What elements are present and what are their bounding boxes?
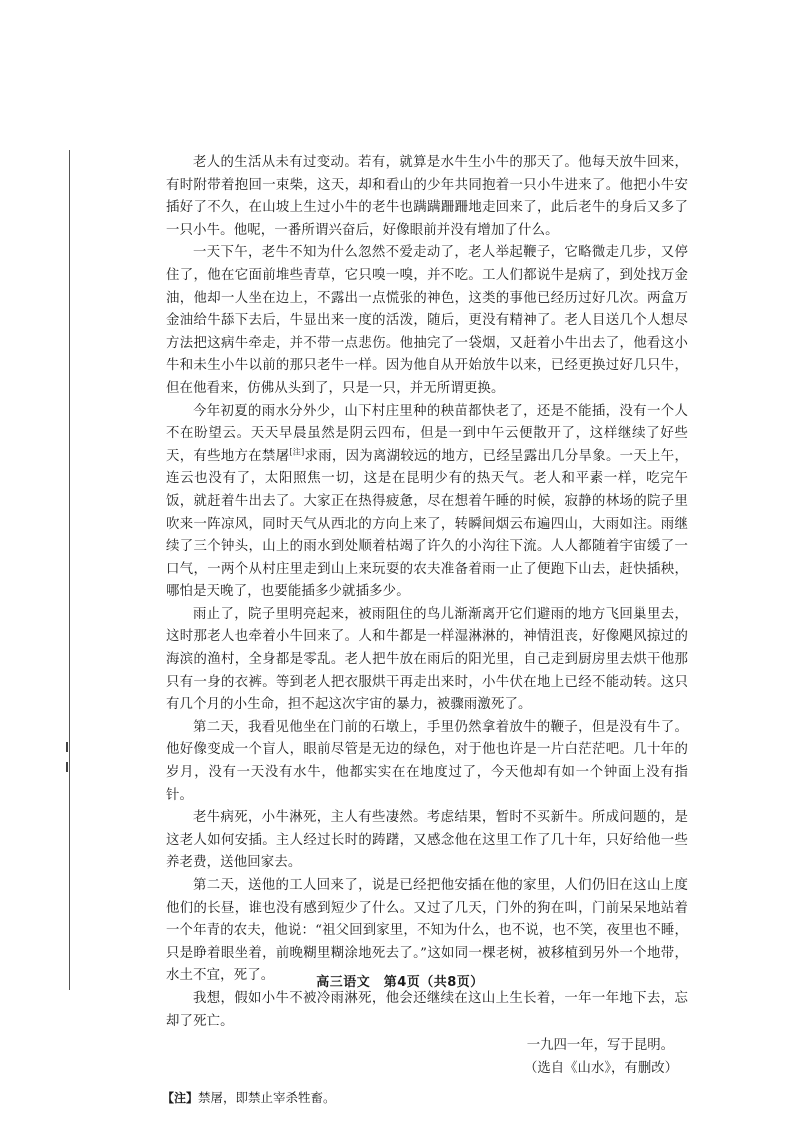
paragraph-text: 今年初夏的雨水分外少，山下村庄里种的秧苗都快老了，还是不能插，没有一个人不在盼望云。天天早晨虽然是阴云四布，但是一到中午云便散开了，这样继续了好些天，有些地方在禁屠: [166, 403, 688, 464]
paragraph: 我想，假如小牛不被冷雨淋死，他会还继续在这山上生长着，一年一年地下去，忘却了死亡。: [166, 990, 688, 1029]
margin-mark: [66, 762, 68, 772]
paragraph: 雨止了，院子里明亮起来，被雨阻住的鸟儿渐渐离开它们避雨的地方飞回巢里去，这时那老人也牵着小牛回来了。人和牛都是一样湿淋淋的，神情沮丧，好像飓风掠过的海滨的渔村，全身都是零乱。老人把牛放在雨后的阳光里，自己走到厨房里去烘干他那只有一身的衣裤。等到老人把衣服烘干再走出来时，小牛伏在地上已经不能动转。这只有几个月的小生命，担不起这次宇宙的暴力，被骤雨激死了。: [166, 606, 688, 713]
paragraph: 第二天，送他的工人回来了，说是已经把他安插在他的家里，人们仍旧在这山上度他们的长昼，谁也没有感到短少了什么。又过了几天，门外的狗在叫，门前呆呆地站着一个年青的农夫，他说：“祖父回到家里，不知为什么，也不说，也不笑，夜里也不睡，只是睁着眼坐着，前晚糊里糊涂地死去了。”这如同一棵老树，被移植到另外一个地带，水土不宜，死了。: [166, 878, 688, 984]
writing-date: 一九四一年，写于昆明。: [526, 1038, 674, 1054]
signature-block: [166, 1035, 688, 1080]
margin-mark: [66, 742, 68, 752]
paragraph: 第二天，我看见他坐在门前的石墩上，手里仍然拿着放牛的鞭子，但是没有牛了。他好像变成一个盲人，眼前尽管是无边的绿色，对于他也许是一片白茫茫吧。几十年的岁月，没有一天没有水牛，他都实实在在地度过了，今天他却有如一个钟面上没有指针。: [166, 719, 688, 803]
paragraph: [166, 401, 688, 604]
footnote: [162, 1088, 688, 1108]
footnote-mark: 【注】: [162, 1091, 199, 1106]
paragraph: 一天下午，老牛不知为什么忽然不爱走动了，老人举起鞭子，它略微走几步，又停住了，他在它面前堆些青草，它只嗅一嗅，并不吃。工人们都说牛是病了，到处找万金油，他却一人坐在边上，不露出一点慌张的神色，这类的事他已经历过好几次。两盒万金油给牛舔下去后，牛显出来一度的活泼，随后，更没有精神了。老人目送几个人想尽方法把这病牛牵走，并不带一点悲伤。他抽完了一袋烟，又赶着小牛出去了，他看这小牛和未生小牛以前的那只老牛一样。因为他自从开始放牛以来，已经更换过好几只牛，但在他看来，仿佛从头到了，只是一只，并无所谓更换。: [166, 245, 688, 396]
page-footer: 高三语文 第4页（共8页）: [316, 975, 484, 990]
essay-body: [162, 152, 688, 1108]
footnote-text: 禁屠，即禁止宰杀牲畜。: [198, 1090, 336, 1106]
footnote-reference: [注]: [289, 447, 305, 457]
paragraph: 老牛病死，小牛淋死，主人有些凄然。考虑结果，暂时不买新牛。所成问题的，是这老人如何安插。主人经过长时的踌躇，又感念他在这里工作了几十年，只好给他一些养老费，送他回家去。: [166, 810, 688, 871]
paragraph: 老人的生活从未有过变动。若有，就算是水牛生小牛的那天了。他每天放牛回来，有时附带着抱回一束柴，这天，却和看山的少年共同抱着一只小牛进来了。他把小牛安插好了不久，在山坡上生过小牛的老牛也蹒蹒跚跚地走回来了，此后老牛的身后又多了一只小牛。他呢，一番所谓兴奋后，好像眼前并没有增加了什么。: [166, 155, 688, 238]
source-citation: （选自《山水》，有删改）: [524, 1060, 678, 1076]
paragraph-text: 求雨，因为离湖较远的地方，已经呈露出几分旱象。一天上午，连云也没有了，太阳照焦一切，这是在昆明少有的热天气。老人和平素一样，吃完午饭，就赶着牛出去了。大家正在热得疲惫，尽在想着午睡的时候，寂静的林场的院子里吹来一阵凉风，同时天气从西北的方向上来了，转瞬间烟云布遍四山，大雨如注。雨继续了三个钟头，山上的雨水到处顺着枯竭了许久的小沟往下流。人人都随着宇宙缓了一口气，一两个从村庄里走到山上来玩耍的农夫准备着雨一止了便跑下山去，赶快插秧，哪怕是天晚了，也要能插多少就插多少。: [166, 448, 688, 600]
binding-margin-line: [69, 150, 70, 990]
